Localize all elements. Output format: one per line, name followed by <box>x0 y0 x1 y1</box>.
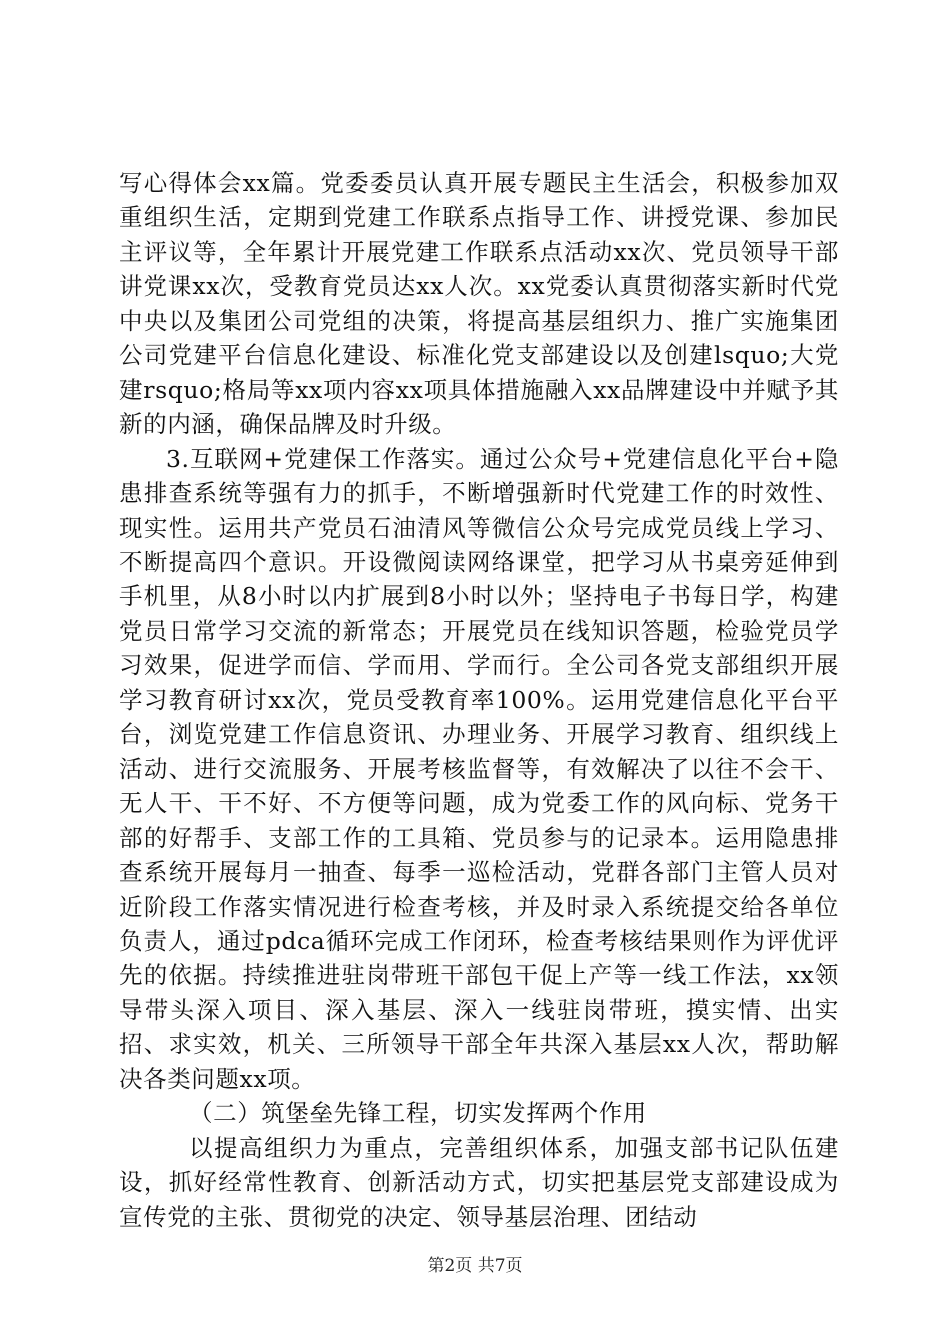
paragraph-organization: 以提高组织力为重点，完善组织体系，加强支部书记队伍建设，抓好经常性教育、创新活动方式，切实把基层党支部建设成为宣传党的主张、贯彻党的决定、领导基层治理、团结动 <box>119 1133 839 1231</box>
page-number-footer: 第2页 共7页 <box>427 1256 523 1276</box>
paragraph-continuation: 写心得体会xx篇。党委委员认真开展专题民主生活会，积极参加双重组织生活，定期到党建工作联系点指导工作、讲授党课、参加民主评议等，全年累计开展党建工作联系点活动xx次、党员领导干部讲党课xx次，受教育党员达xx人次。xx党委认真贯彻落实新时代党中央以及集团公司党组的决策，将提高基层组织力、推广实施集团公司党建平台信息化建设、标准化党支部建设以及创建lsquo;大党建rsquo;格局等xx项内容xx项具体措施融入xx品牌建设中并赋予其新的内涵，确保品牌及时升级。 <box>119 169 839 439</box>
section-heading: （二）筑堡垒先锋工程，切实发挥两个作用 <box>189 1099 647 1128</box>
document-body <box>119 166 839 1234</box>
paragraph-internet-party-building: 3.互联网+党建保工作落实。通过公众号+党建信息化平台+隐患排查系统等强有力的抓手，不断增强新时代党建工作的时效性、现实性。运用共产党员石油清风等微信公众号完成党员线上学习、不断提高四个意识。开设微阅读网络课堂，把学习从书桌旁延伸到手机里，从8小时以内扩展到8小时以外；坚持电子书每日学，构建党员日常学习交流的新常态；开展党员在线知识答题，检验党员学习效果，促进学而信、学而用、学而行。全公司各党支部组织开展学习教育研讨xx次，党员受教育率100%。运用党建信息化平台平台，浏览党建工作信息资讯、办理业务、开展学习教育、组织线上活动、进行交流服务、开展考核监督等，有效解决了以往不会干、无人干、干不好、不方便等问题，成为党委工作的风向标、党务干部的好帮手、支部工作的工具箱、党员参与的记录本。运用隐患排查系统开展每月一抽查、每季一巡检活动，党群各部门主管人员对近阶段工作落实情况进行检查考核，并及时录入系统提交给各单位负责人，通过pdca循环完成工作闭环，检查考核结果则作为评优评先的依据。持续推进驻岗带班干部包干促上产等一线工作法，xx领导带头深入项目、深入基层、深入一线驻岗带班，摸实情、出实招、求实效，机关、三所领导干部全年共深入基层xx人次，帮助解决各类问题xx项。 <box>119 444 839 1093</box>
